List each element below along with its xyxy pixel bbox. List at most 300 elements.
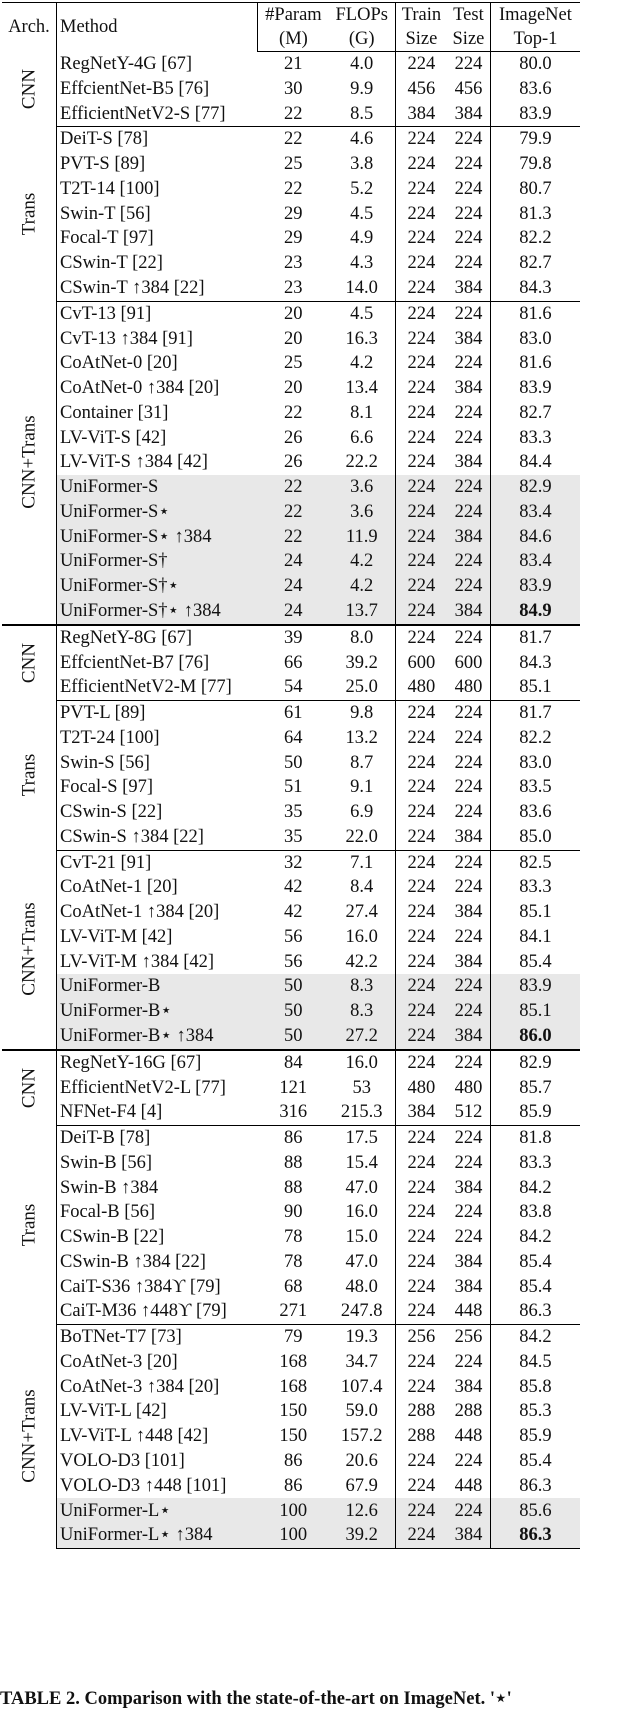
method-cell: LV-ViT-M ↑384 [42] bbox=[60, 951, 215, 972]
train-size-cell: 224 bbox=[395, 177, 447, 202]
top1-cell: 84.3 bbox=[490, 650, 580, 675]
table-row bbox=[2, 301, 580, 326]
test-size-cell: 224 bbox=[454, 802, 483, 823]
top1-cell: 84.3 bbox=[490, 276, 580, 301]
train-size-cell: 224 bbox=[395, 999, 447, 1024]
flops-cell: 48.0 bbox=[345, 1276, 378, 1297]
table-row bbox=[2, 800, 580, 825]
table-row bbox=[2, 549, 580, 574]
flops-cell: 13.7 bbox=[329, 599, 396, 625]
top1-cell: 81.7 bbox=[490, 625, 580, 651]
test-size-cell: 224 bbox=[447, 1050, 490, 1076]
method-cell: CSwin-S [22] bbox=[60, 802, 163, 823]
method-cell: CaiT-S36 ↑384ϒ [79] bbox=[60, 1276, 221, 1297]
param-cell: 20 bbox=[283, 328, 303, 349]
flops-cell: 53 bbox=[352, 1077, 371, 1098]
flops-cell: 14.0 bbox=[345, 278, 378, 299]
arch-label-text: CNN+Trans bbox=[18, 1389, 40, 1484]
table-row bbox=[2, 574, 580, 599]
top1-cell: 84.1 bbox=[490, 925, 580, 950]
flops-cell: 16.0 bbox=[345, 1202, 378, 1223]
header-param: #Param bbox=[258, 3, 329, 28]
table-row bbox=[2, 999, 580, 1024]
train-size-cell: 224 bbox=[395, 974, 447, 999]
flops-cell: 13.2 bbox=[345, 727, 378, 748]
flops-cell: 13.4 bbox=[345, 378, 378, 399]
train-size-cell: 224 bbox=[395, 1275, 447, 1300]
flops-cell: 16.0 bbox=[329, 1050, 396, 1076]
param-cell: 29 bbox=[283, 203, 303, 224]
method-cell: DeiT-B [78] bbox=[57, 1125, 258, 1150]
train-size-cell: 288 bbox=[395, 1424, 447, 1449]
top1-cell: 85.9 bbox=[490, 1100, 580, 1125]
train-size-cell: 224 bbox=[395, 925, 447, 950]
train-size-cell: 224 bbox=[395, 226, 447, 251]
train-size-cell: 224 bbox=[395, 1350, 447, 1375]
param-cell: 50 bbox=[258, 999, 329, 1024]
train-size-cell: 224 bbox=[395, 850, 447, 875]
top1-cell: 85.4 bbox=[490, 950, 580, 975]
test-size-cell: 384 bbox=[454, 378, 483, 399]
param-cell: 68 bbox=[283, 1276, 303, 1297]
table-row bbox=[2, 1175, 580, 1200]
table-row bbox=[2, 52, 580, 77]
method-cell: UniFormer-L⋆ bbox=[57, 1498, 258, 1523]
param-cell: 168 bbox=[279, 1351, 308, 1372]
arch-group-label bbox=[2, 1125, 57, 1324]
train-size-cell: 224 bbox=[395, 1225, 447, 1250]
top1-cell: 85.9 bbox=[490, 1424, 580, 1449]
table-row bbox=[2, 1424, 580, 1449]
train-size-cell: 224 bbox=[395, 1498, 447, 1523]
method-cell: Swin-B [56] bbox=[60, 1152, 152, 1173]
test-size-cell: 384 bbox=[454, 328, 483, 349]
param-cell: 42 bbox=[283, 902, 303, 923]
table-row bbox=[2, 1075, 580, 1100]
test-size-cell: 224 bbox=[454, 727, 483, 748]
test-size-cell: 224 bbox=[447, 999, 490, 1024]
param-cell: 35 bbox=[283, 826, 303, 847]
header-top1-unit: Top-1 bbox=[490, 27, 580, 52]
method-cell: RegNetY-4G [67] bbox=[60, 53, 193, 74]
test-size-cell: 384 bbox=[454, 1376, 483, 1397]
table-row bbox=[2, 625, 580, 651]
table-row bbox=[2, 152, 580, 177]
flops-cell: 39.2 bbox=[345, 652, 378, 673]
param-cell: 30 bbox=[283, 78, 303, 99]
flops-cell: 5.2 bbox=[350, 178, 374, 199]
train-size-cell: 224 bbox=[395, 1125, 447, 1150]
table-row bbox=[2, 102, 580, 127]
method-cell: CoAtNet-0 [20] bbox=[60, 353, 178, 374]
table-row bbox=[2, 875, 580, 900]
results-table bbox=[2, 2, 580, 1549]
top1-cell: 81.7 bbox=[490, 700, 580, 725]
param-cell: 64 bbox=[283, 727, 303, 748]
table-row bbox=[2, 226, 580, 251]
param-cell: 29 bbox=[283, 228, 303, 249]
param-cell: 50 bbox=[283, 752, 303, 773]
arch-group-label bbox=[2, 625, 57, 701]
train-size-cell: 384 bbox=[395, 102, 447, 127]
method-cell: LV-ViT-M [42] bbox=[60, 926, 173, 947]
flops-cell: 42.2 bbox=[345, 951, 378, 972]
top1-cell: 82.7 bbox=[490, 401, 580, 426]
param-cell: 22 bbox=[258, 525, 329, 550]
test-size-cell: 224 bbox=[447, 1498, 490, 1523]
flops-cell: 11.9 bbox=[329, 525, 396, 550]
top1-cell: 82.9 bbox=[490, 1050, 580, 1076]
table-row bbox=[2, 376, 580, 401]
param-cell: 22 bbox=[258, 475, 329, 500]
test-size-cell: 224 bbox=[454, 1351, 483, 1372]
method-cell: T2T-24 [100] bbox=[60, 727, 160, 748]
method-cell: CoAtNet-1 [20] bbox=[60, 877, 178, 898]
flops-cell: 47.0 bbox=[345, 1251, 378, 1272]
header-train: Train bbox=[395, 3, 447, 28]
table-row bbox=[2, 775, 580, 800]
test-size-cell: 224 bbox=[447, 549, 490, 574]
top1-cell: 83.0 bbox=[490, 750, 580, 775]
train-size-cell: 224 bbox=[395, 152, 447, 177]
table-body bbox=[2, 52, 580, 1549]
train-size-cell: 256 bbox=[395, 1325, 447, 1350]
arch-label-text: CNN+Trans bbox=[18, 902, 40, 997]
flops-cell: 4.5 bbox=[329, 301, 396, 326]
test-size-cell: 224 bbox=[454, 877, 483, 898]
table-row bbox=[2, 326, 580, 351]
top1-cell: 84.9 bbox=[490, 599, 580, 625]
param-cell: 20 bbox=[283, 378, 303, 399]
top1-cell: 86.3 bbox=[490, 1299, 580, 1324]
param-cell: 24 bbox=[258, 549, 329, 574]
test-size-cell: 224 bbox=[454, 203, 483, 224]
method-cell: CoAtNet-1 ↑384 [20] bbox=[60, 902, 220, 923]
top1-cell: 82.2 bbox=[490, 226, 580, 251]
top1-cell: 82.9 bbox=[490, 475, 580, 500]
test-size-cell: 384 bbox=[454, 1177, 483, 1198]
top1-cell: 84.6 bbox=[490, 525, 580, 550]
method-cell: VOLO-D3 ↑448 [101] bbox=[60, 1475, 227, 1496]
method-cell: CSwin-T [22] bbox=[60, 253, 163, 274]
test-size-cell: 224 bbox=[447, 850, 490, 875]
method-cell: UniFormer-S† bbox=[57, 549, 258, 574]
test-size-cell: 224 bbox=[447, 475, 490, 500]
method-cell: Swin-B ↑384 bbox=[60, 1177, 159, 1198]
arch-group-label bbox=[2, 127, 57, 301]
param-cell: 150 bbox=[279, 1426, 308, 1447]
top1-cell: 85.8 bbox=[490, 1375, 580, 1400]
method-cell: CvT-13 [91] bbox=[57, 301, 258, 326]
train-size-cell: 224 bbox=[395, 599, 447, 625]
header-train-unit: Size bbox=[395, 27, 447, 52]
test-size-cell: 448 bbox=[454, 1426, 483, 1447]
flops-cell: 47.0 bbox=[345, 1177, 378, 1198]
test-size-cell: 384 bbox=[454, 1276, 483, 1297]
top1-cell: 79.8 bbox=[490, 152, 580, 177]
test-size-cell: 384 bbox=[454, 452, 483, 473]
top1-cell: 82.7 bbox=[490, 251, 580, 276]
param-cell: 61 bbox=[258, 700, 329, 725]
method-cell: NFNet-F4 [4] bbox=[60, 1102, 163, 1123]
param-cell: 22 bbox=[258, 127, 329, 152]
flops-cell: 16.3 bbox=[345, 328, 378, 349]
test-size-cell: 384 bbox=[454, 826, 483, 847]
arch-label-text: CNN bbox=[18, 642, 40, 684]
test-size-cell: 480 bbox=[454, 677, 483, 698]
test-size-cell: 224 bbox=[454, 752, 483, 773]
header-flops: FLOPs bbox=[329, 3, 396, 28]
train-size-cell: 224 bbox=[395, 351, 447, 376]
top1-cell: 85.4 bbox=[490, 1250, 580, 1275]
top1-cell: 81.3 bbox=[490, 202, 580, 227]
train-size-cell: 224 bbox=[395, 549, 447, 574]
flops-cell: 4.2 bbox=[329, 549, 396, 574]
table-row bbox=[2, 1325, 580, 1350]
flops-cell: 9.9 bbox=[350, 78, 374, 99]
method-cell: VOLO-D3 [101] bbox=[60, 1451, 185, 1471]
table-row bbox=[2, 1523, 580, 1548]
param-cell: 90 bbox=[283, 1202, 303, 1223]
top1-cell: 85.3 bbox=[490, 1399, 580, 1424]
method-cell: Container [31] bbox=[60, 402, 169, 423]
method-cell: EfficientNetV2-S [77] bbox=[60, 103, 226, 124]
top1-cell: 83.6 bbox=[490, 800, 580, 825]
top1-cell: 84.4 bbox=[490, 450, 580, 475]
top1-cell: 83.3 bbox=[490, 1151, 580, 1176]
test-size-cell: 224 bbox=[454, 1451, 483, 1471]
flops-cell: 3.6 bbox=[329, 475, 396, 500]
top1-cell: 85.7 bbox=[490, 1075, 580, 1100]
test-size-cell: 256 bbox=[447, 1325, 490, 1350]
flops-cell: 8.3 bbox=[329, 974, 396, 999]
top1-cell: 86.3 bbox=[490, 1474, 580, 1499]
test-size-cell: 600 bbox=[454, 652, 483, 673]
top1-cell: 81.8 bbox=[490, 1125, 580, 1150]
flops-cell: 16.0 bbox=[345, 926, 378, 947]
param-cell: 32 bbox=[258, 850, 329, 875]
method-cell: CoAtNet-3 [20] bbox=[60, 1351, 178, 1372]
top1-cell: 84.5 bbox=[490, 1350, 580, 1375]
flops-cell: 9.1 bbox=[350, 777, 374, 798]
table-row bbox=[2, 1250, 580, 1275]
train-size-cell: 480 bbox=[395, 675, 447, 700]
method-cell: CSwin-T ↑384 [22] bbox=[60, 278, 205, 299]
train-size-cell: 224 bbox=[395, 775, 447, 800]
top1-cell: 83.6 bbox=[490, 77, 580, 102]
arch-label-text: Trans bbox=[18, 192, 40, 236]
param-cell: 39 bbox=[258, 625, 329, 651]
flops-cell: 8.3 bbox=[329, 999, 396, 1024]
table-row bbox=[2, 77, 580, 102]
method-cell: UniFormer-S†⋆ bbox=[57, 574, 258, 599]
method-cell: Swin-T [56] bbox=[60, 203, 151, 224]
param-cell: 50 bbox=[258, 1024, 329, 1050]
table-row bbox=[2, 1225, 580, 1250]
method-cell: LV-ViT-S ↑384 [42] bbox=[60, 452, 208, 473]
method-cell: LV-ViT-L [42] bbox=[60, 1401, 167, 1422]
test-size-cell: 480 bbox=[454, 1077, 483, 1098]
method-cell: UniFormer-S bbox=[57, 475, 258, 500]
top1-cell: 84.2 bbox=[490, 1325, 580, 1350]
param-cell: 22 bbox=[283, 178, 303, 199]
header-test-unit: Size bbox=[447, 27, 490, 52]
top1-cell: 85.1 bbox=[490, 900, 580, 925]
table-row bbox=[2, 500, 580, 525]
param-cell: 271 bbox=[279, 1301, 308, 1322]
arch-group-label bbox=[2, 1325, 57, 1549]
test-size-cell: 384 bbox=[454, 103, 483, 124]
test-size-cell: 224 bbox=[454, 54, 483, 75]
train-size-cell: 224 bbox=[395, 726, 447, 751]
train-size-cell: 224 bbox=[395, 1050, 447, 1076]
param-cell: 25 bbox=[283, 353, 303, 374]
table-row bbox=[2, 750, 580, 775]
table-row bbox=[2, 425, 580, 450]
flops-cell: 22.0 bbox=[345, 826, 378, 847]
train-size-cell: 224 bbox=[395, 301, 447, 326]
method-cell: PVT-S [89] bbox=[60, 154, 146, 175]
table-row bbox=[2, 276, 580, 301]
param-cell: 26 bbox=[283, 452, 303, 473]
top1-cell: 83.0 bbox=[490, 326, 580, 351]
table-row bbox=[2, 1050, 580, 1076]
method-cell: UniFormer-S⋆ bbox=[57, 500, 258, 525]
train-size-cell: 288 bbox=[395, 1399, 447, 1424]
flops-cell: 8.0 bbox=[329, 625, 396, 651]
flops-cell: 4.2 bbox=[350, 353, 374, 374]
test-size-cell: 224 bbox=[447, 700, 490, 725]
method-cell: CvT-21 [91] bbox=[57, 850, 258, 875]
flops-cell: 3.6 bbox=[329, 500, 396, 525]
flops-cell: 20.6 bbox=[345, 1451, 378, 1471]
test-size-cell: 384 bbox=[447, 1024, 490, 1050]
arch-label-text: Trans bbox=[18, 753, 40, 797]
train-size-cell: 384 bbox=[395, 1100, 447, 1125]
method-cell: RegNetY-16G [67] bbox=[57, 1050, 258, 1076]
top1-cell: 83.9 bbox=[490, 376, 580, 401]
flops-cell: 59.0 bbox=[345, 1401, 378, 1422]
table-row bbox=[2, 650, 580, 675]
method-cell: UniFormer-B⋆ bbox=[57, 999, 258, 1024]
train-size-cell: 224 bbox=[395, 1299, 447, 1324]
test-size-cell: 512 bbox=[454, 1102, 483, 1123]
top1-cell: 84.2 bbox=[490, 1175, 580, 1200]
table-row bbox=[2, 1100, 580, 1125]
method-cell: UniFormer-B bbox=[57, 974, 258, 999]
test-size-cell: 384 bbox=[454, 1251, 483, 1272]
method-cell: UniFormer-L⋆ ↑384 bbox=[57, 1523, 258, 1548]
param-cell: 35 bbox=[283, 802, 303, 823]
method-cell: Focal-B [56] bbox=[60, 1202, 156, 1223]
flops-cell: 4.6 bbox=[329, 127, 396, 152]
top1-cell: 86.3 bbox=[490, 1523, 580, 1548]
param-cell: 42 bbox=[283, 877, 303, 898]
param-cell: 88 bbox=[283, 1152, 303, 1173]
param-cell: 66 bbox=[283, 652, 303, 673]
train-size-cell: 224 bbox=[395, 700, 447, 725]
param-cell: 50 bbox=[258, 974, 329, 999]
top1-cell: 82.2 bbox=[490, 726, 580, 751]
method-cell: EffcientNet-B5 [76] bbox=[60, 78, 210, 99]
test-size-cell: 224 bbox=[454, 427, 483, 448]
table-row bbox=[2, 525, 580, 550]
header-flops-unit: (G) bbox=[329, 27, 396, 52]
method-cell: Focal-T [97] bbox=[60, 228, 154, 249]
arch-group-label bbox=[2, 301, 57, 624]
train-size-cell: 224 bbox=[395, 525, 447, 550]
train-size-cell: 224 bbox=[395, 950, 447, 975]
param-cell: 24 bbox=[258, 574, 329, 599]
table-row bbox=[2, 900, 580, 925]
table-row bbox=[2, 599, 580, 625]
table-row bbox=[2, 1024, 580, 1050]
train-size-cell: 224 bbox=[395, 750, 447, 775]
train-size-cell: 224 bbox=[395, 276, 447, 301]
test-size-cell: 456 bbox=[454, 78, 483, 99]
param-cell: 23 bbox=[283, 278, 303, 299]
train-size-cell: 224 bbox=[395, 1175, 447, 1200]
train-size-cell: 224 bbox=[395, 825, 447, 850]
method-cell: EffcientNet-B7 [76] bbox=[60, 652, 210, 673]
test-size-cell: 224 bbox=[454, 1202, 483, 1223]
table-row bbox=[2, 1399, 580, 1424]
train-size-cell: 224 bbox=[395, 1151, 447, 1176]
top1-cell: 83.4 bbox=[490, 500, 580, 525]
method-cell: EfficientNetV2-L [77] bbox=[60, 1077, 226, 1098]
train-size-cell: 224 bbox=[395, 1200, 447, 1225]
test-size-cell: 384 bbox=[447, 1523, 490, 1548]
arch-label-text: Trans bbox=[18, 1203, 40, 1247]
arch-group-label bbox=[2, 1050, 57, 1126]
test-size-cell: 224 bbox=[447, 301, 490, 326]
param-cell: 86 bbox=[283, 1451, 303, 1471]
flops-cell: 39.2 bbox=[329, 1523, 396, 1548]
table-row bbox=[2, 950, 580, 975]
train-size-cell: 224 bbox=[395, 450, 447, 475]
header-method: Method bbox=[57, 3, 258, 52]
method-cell: DeiT-S [78] bbox=[57, 127, 258, 152]
test-size-cell: 224 bbox=[454, 1227, 483, 1248]
table-row bbox=[2, 726, 580, 751]
test-size-cell: 224 bbox=[447, 500, 490, 525]
test-size-cell: 224 bbox=[454, 253, 483, 274]
top1-cell: 80.0 bbox=[490, 52, 580, 77]
param-cell: 78 bbox=[283, 1251, 303, 1272]
flops-cell: 3.8 bbox=[350, 154, 374, 175]
train-size-cell: 456 bbox=[395, 77, 447, 102]
table-row bbox=[2, 202, 580, 227]
test-size-cell: 288 bbox=[454, 1401, 483, 1422]
test-size-cell: 384 bbox=[447, 525, 490, 550]
train-size-cell: 224 bbox=[395, 52, 447, 77]
flops-cell: 25.0 bbox=[345, 677, 378, 698]
table-row bbox=[2, 850, 580, 875]
flops-cell: 8.1 bbox=[350, 402, 374, 423]
flops-cell: 6.6 bbox=[350, 427, 374, 448]
table-row bbox=[2, 1375, 580, 1400]
flops-cell: 107.4 bbox=[340, 1376, 383, 1397]
train-size-cell: 224 bbox=[395, 574, 447, 599]
test-size-cell: 224 bbox=[447, 574, 490, 599]
table-row bbox=[2, 974, 580, 999]
table-row bbox=[2, 1299, 580, 1324]
train-size-cell: 224 bbox=[395, 425, 447, 450]
table-row bbox=[2, 1474, 580, 1499]
test-size-cell: 384 bbox=[454, 278, 483, 299]
test-size-cell: 224 bbox=[447, 625, 490, 651]
table-row bbox=[2, 351, 580, 376]
